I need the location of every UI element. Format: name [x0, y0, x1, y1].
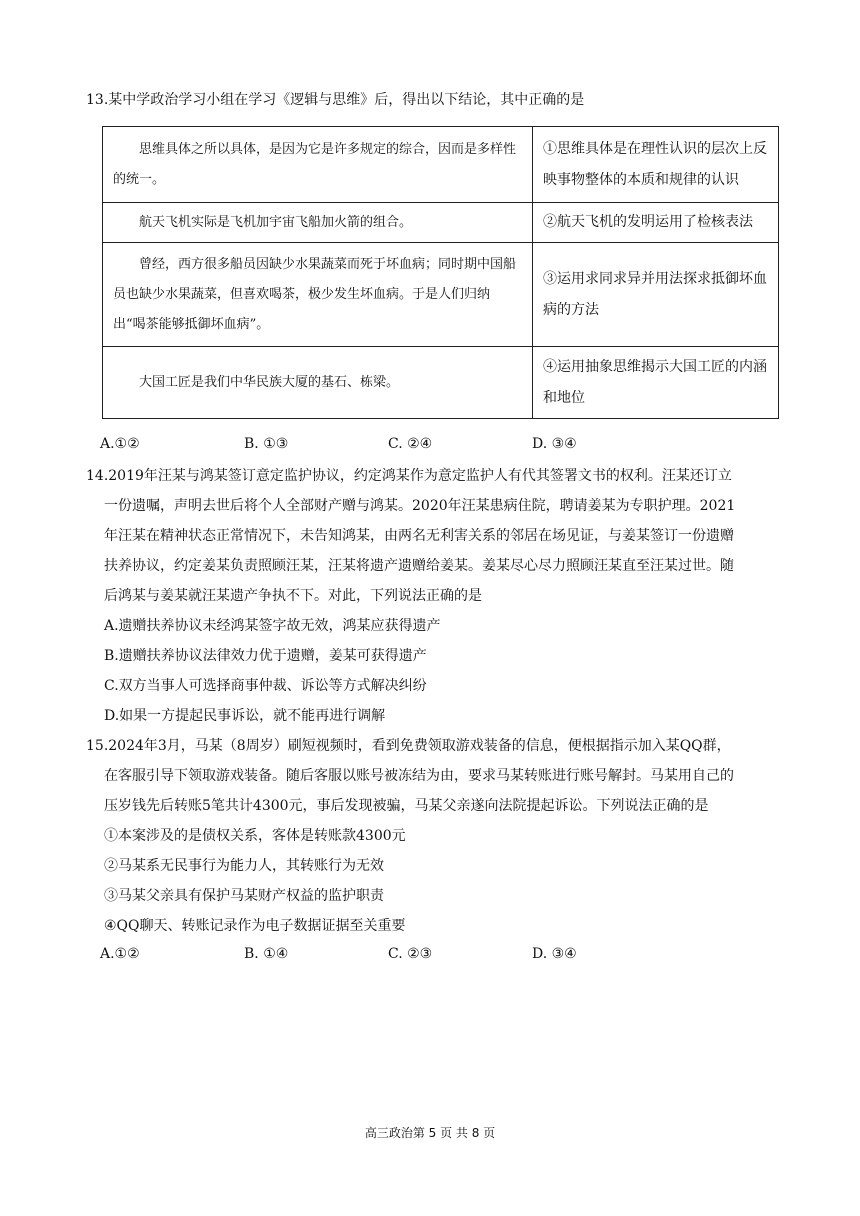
q13-row2-left: 航天飞机实际是飞机加宇宙飞船加火箭的组合。 — [103, 203, 533, 243]
table-row — [103, 243, 779, 347]
q13-option-a[interactable]: A.①② — [100, 436, 140, 452]
q15-line: 在客服引导下领取游戏装备。随后客服以账号被冻结为由，要求马某转账进行账号解封。马某用自己的 — [104, 768, 734, 784]
q15-option-d[interactable]: D. ③④ — [532, 946, 577, 962]
q13-option-b[interactable]: B. ①③ — [244, 436, 289, 452]
q14-choice-a[interactable]: A.遗赠扶养协议未经鸿某签字故无效，鸿某应获得遗产 — [104, 618, 441, 634]
q15-line: 压岁钱先后转账5笔共计4300元，事后发现被骗，马某父亲遂向法院提起诉讼。下列说法正确的是 — [104, 798, 709, 814]
q15-statement-1: ①本案涉及的是债权关系，客体是转账款4300元 — [104, 828, 406, 844]
q15-option-b[interactable]: B. ①④ — [244, 946, 289, 962]
q13-row1-right: ①思维具体是在理性认识的层次上反映事物整体的本质和规律的认识 — [533, 127, 779, 203]
q14-line: 后鸿某与姜某就汪某遗产争执不下。对此，下列说法正确的是 — [104, 588, 482, 604]
q15-option-a[interactable]: A.①② — [100, 946, 140, 962]
q15-statement-3: ③马某父亲具有保护马某财产权益的监护职责 — [104, 888, 384, 904]
q13-stem: 13.某中学政治学习小组在学习《逻辑与思维》后，得出以下结论，其中正确的是 — [86, 92, 585, 108]
q13-row3-left: 曾经，西方很多船员因缺少水果蔬菜而死于坏血病；同时期中国船员也缺少水果蔬菜，但喜欢喝茶，极少发生坏血病。于是人们归纳出“喝茶能够抵御坏血病”。 — [103, 243, 533, 347]
q13-table — [102, 126, 779, 419]
q15-line: 15.2024年3月，马某（8周岁）刷短视频时，看到免费领取游戏装备的信息，便根据指示加入某QQ群， — [86, 738, 731, 754]
table-row — [103, 127, 779, 203]
q14-choice-b[interactable]: B.遗赠扶养协议法律效力优于遗赠，姜某可获得遗产 — [104, 648, 427, 664]
q13-row4-right: ④运用抽象思维揭示大国工匠的内涵和地位 — [533, 347, 779, 419]
q15-options — [100, 946, 676, 962]
q14-line: 14.2019年汪某与鸿某签订意定监护协议，约定鸿某作为意定监护人有代其签署文书的权利。汪某还订立 — [86, 468, 732, 484]
q14-line: 扶养协议，约定姜某负责照顾汪某，汪某将遗产遗赠给姜某。姜某尽心尽力照顾汪某直至汪某过世。随 — [104, 558, 734, 574]
table-row — [103, 347, 779, 419]
q15-statement-4: ④QQ聊天、转账记录作为电子数据证据至关重要 — [104, 918, 406, 934]
q15-option-c[interactable]: C. ②③ — [388, 946, 433, 962]
q13-row4-left: 大国工匠是我们中华民族大厦的基石、栋梁。 — [103, 347, 533, 419]
q13-row1-left: 思维具体之所以具体，是因为它是许多规定的综合，因而是多样性的统一。 — [103, 127, 533, 203]
q13-row3-right: ③运用求同求异并用法探求抵御坏血病的方法 — [533, 243, 779, 347]
q14-line: 一份遗嘱，声明去世后将个人全部财产赠与鸿某。2020年汪某患病住院，聘请姜某为专职护理。2021 — [104, 498, 736, 514]
q13-row2-right: ②航天飞机的发明运用了检核表法 — [533, 203, 779, 243]
q13-options — [100, 436, 676, 452]
q13-option-d[interactable]: D. ③④ — [532, 436, 577, 452]
q14-choice-d[interactable]: D.如果一方提起民事诉讼，就不能再进行调解 — [104, 708, 386, 724]
table-row — [103, 203, 779, 243]
page-footer: 高三政治第 5 页 共 8 页 — [364, 1126, 496, 1140]
q14-choice-c[interactable]: C.双方当事人可选择商事仲裁、诉讼等方式解决纠纷 — [104, 678, 427, 694]
q15-statement-2: ②马某系无民事行为能力人，其转账行为无效 — [104, 858, 384, 874]
q13-option-c[interactable]: C. ②④ — [388, 436, 433, 452]
q14-line: 年汪某在精神状态正常情况下，未告知鸿某，由两名无利害关系的邻居在场见证，与姜某签订一份遗赠 — [104, 528, 734, 544]
